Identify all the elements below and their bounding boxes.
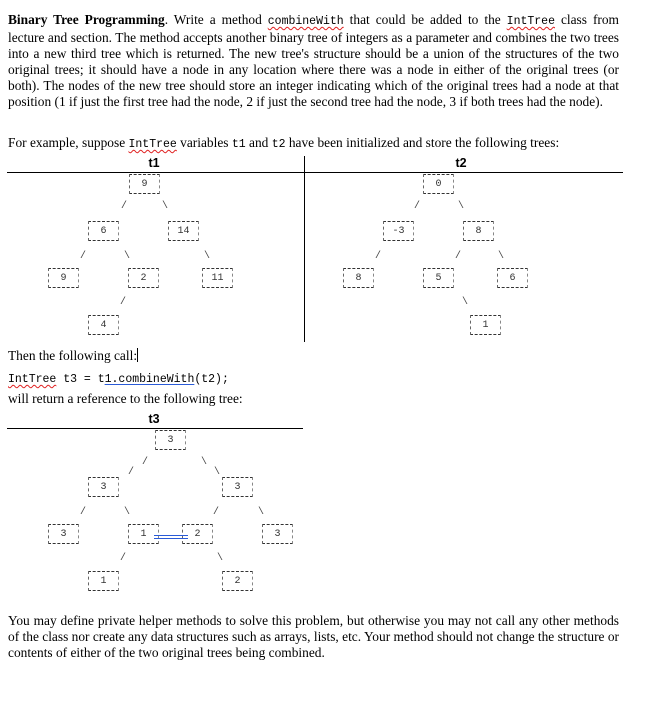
tree-t3-divider xyxy=(7,428,303,429)
tree-node: 1 xyxy=(128,524,159,544)
tree-node: 3 xyxy=(262,524,293,544)
edge-left: / xyxy=(213,507,220,518)
tree-node: 2 xyxy=(222,571,253,591)
edge-left: / xyxy=(80,251,87,262)
tree-node: 4 xyxy=(88,315,119,335)
tree-node: 9 xyxy=(48,268,79,288)
tree-node: 8 xyxy=(463,221,494,241)
edge-left: / xyxy=(80,507,87,518)
tree-node: 9 xyxy=(129,174,160,194)
tree-title-t2: t2 xyxy=(455,156,467,170)
edge-right: \ xyxy=(214,467,221,478)
class-name: IntTree xyxy=(506,15,555,28)
tree-node: 1 xyxy=(88,571,119,591)
tree-table-divider xyxy=(7,172,623,173)
edge-right: \ xyxy=(201,457,208,468)
selection-marker xyxy=(154,535,188,539)
edge-right: \ xyxy=(124,251,131,262)
constraints-paragraph: You may define private helper methods to solve this problem, but otherwise you may not call any other methods of the class nor create any data structures such as arrays, lists, etc. Your method should not change the structure or contents of either of the two original trees being combined. xyxy=(8,613,619,660)
tree-node: 8 xyxy=(343,268,374,288)
tree-node: 3 xyxy=(88,477,119,497)
edge-right: \ xyxy=(458,201,465,212)
edge-right: \ xyxy=(258,507,265,518)
tree-node: 11 xyxy=(202,268,233,288)
tree-node: 2 xyxy=(128,268,159,288)
text-cursor xyxy=(137,348,138,362)
edge-left: / xyxy=(142,457,149,468)
tree-node: 0 xyxy=(423,174,454,194)
tree-node: 5 xyxy=(423,268,454,288)
edge-right: \ xyxy=(217,553,224,564)
edge-right: \ xyxy=(462,297,469,308)
edge-right: \ xyxy=(204,251,211,262)
tree-node: 6 xyxy=(497,268,528,288)
edge-right: \ xyxy=(124,507,131,518)
tree-node: 3 xyxy=(48,524,79,544)
edge-left: / xyxy=(375,251,382,262)
tree-node: 14 xyxy=(168,221,199,241)
call-result: will return a reference to the following tree: xyxy=(8,391,243,406)
edge-left: / xyxy=(128,467,135,478)
edge-left: / xyxy=(120,297,127,308)
code-line: IntTree t3 = t1.combineWith(t2); xyxy=(8,373,229,386)
tree-node: 6 xyxy=(88,221,119,241)
problem-description: Binary Tree Programming. Write a method combineWith that could be added to the IntTree class from lecture and section. The method accepts another binary tree of integers as a parameter and combines the two trees into a new third tree which is returned. The new tree's structure should be a union of the structures of the two original trees; it should have a node in any location where there was a node in either of the original trees (or both). The nodes of the new tree should store an integer indicating which of the original trees had a node at that position (1 if just the first tree had the node, 2 if just the second tree had the node, 3 if both trees had the node). xyxy=(8,12,619,109)
call-lead: Then the following call: xyxy=(8,348,138,363)
edge-left: / xyxy=(121,201,128,212)
tree-node: 1 xyxy=(470,315,501,335)
tree-node: 2 xyxy=(182,524,213,544)
edge-right: \ xyxy=(162,201,169,212)
edge-left: / xyxy=(414,201,421,212)
edge-right: \ xyxy=(498,251,505,262)
edge-left: / xyxy=(120,553,127,564)
tree-node: 3 xyxy=(222,477,253,497)
tree-title-t1: t1 xyxy=(148,156,160,170)
method-name: combineWith xyxy=(267,15,344,28)
tree-node: -3 xyxy=(383,221,414,241)
tree-node: 3 xyxy=(155,430,186,450)
example-intro: For example, suppose IntTree variables t1 and t2 have been initialized and store the following trees: xyxy=(8,135,560,151)
edge-left: / xyxy=(455,251,462,262)
tree-column-divider xyxy=(304,156,305,342)
tree-title-t3: t3 xyxy=(148,412,160,426)
problem-title: Binary Tree Programming xyxy=(8,12,165,27)
